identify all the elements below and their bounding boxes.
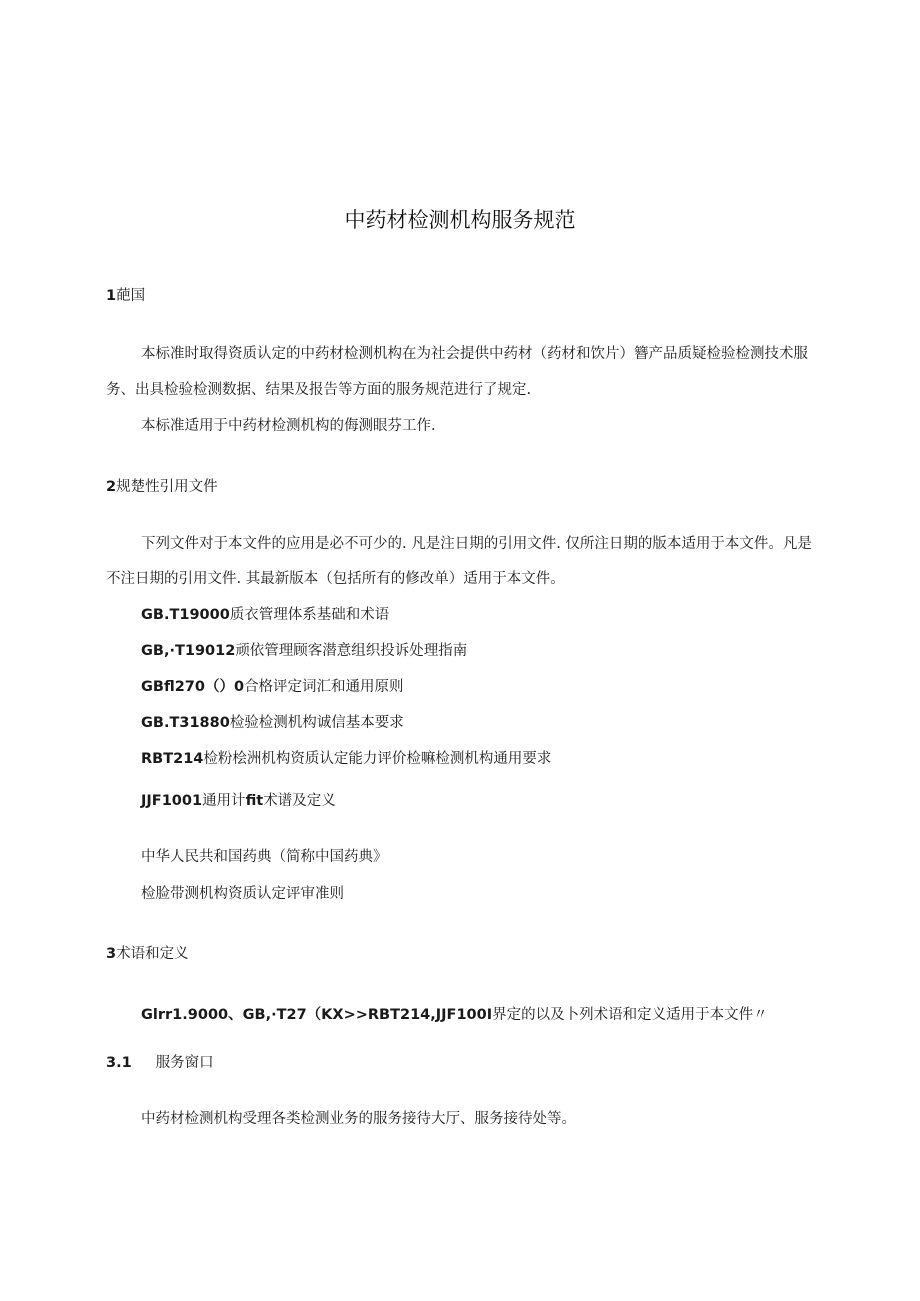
reference-code: GBfl270（）0 bbox=[141, 679, 245, 695]
reference-item bbox=[141, 749, 551, 769]
section-3-text: 界定的以及卜列术语和定义适用于本文件〃 bbox=[492, 1007, 768, 1023]
section-3-heading bbox=[106, 944, 189, 964]
section-2-number: 2 bbox=[106, 479, 117, 495]
reference-title: 通用计 bbox=[202, 793, 246, 809]
section-3-codes: Glrr1.9000、GB,·T27（KX>>RBT214,JJF100I bbox=[141, 1007, 493, 1023]
reference-item bbox=[141, 641, 467, 661]
document-title: 中药材检测机构服务规范 bbox=[344, 208, 576, 232]
reference-code: GB.T31880 bbox=[141, 715, 230, 731]
reference-item bbox=[141, 677, 404, 697]
section-2-paragraph-line-1: 下列文件对于本文件的应用是必不可少的. 凡是注日期的引用文件. 仅所注日期的版本适用于本文件。凡是 bbox=[141, 536, 812, 552]
reference-code: RBT214 bbox=[141, 751, 204, 767]
subsection-3-1-paragraph: 中药材检测机构受理各类检测业务的服务接待大厅、服务接待处等。 bbox=[141, 1111, 576, 1127]
section-3-paragraph bbox=[141, 1005, 768, 1025]
reference-title: 顽依管理顾客潜意组织投诉处理指南 bbox=[235, 643, 468, 659]
reference-title: 检验检测机构诚信基本要求 bbox=[229, 715, 404, 731]
reference-title: 质衣管理体系基础和术语 bbox=[229, 607, 390, 623]
subsection-title: 服务窗口 bbox=[155, 1055, 214, 1071]
section-1-paragraph-line-1: 本标准时取得资质认定的中药材检测机构在为社会提供中药材（药材和饮片）簪产品质疑检验检测技术服 bbox=[141, 346, 808, 362]
reference-title: 检粉桧洲机构资质认定能力评价检嘛检测机构通用要求 bbox=[203, 751, 552, 767]
reference-code-fragment: fit bbox=[245, 793, 264, 809]
section-3-title: 术语和定义 bbox=[116, 946, 189, 962]
subsection-3-1-heading bbox=[106, 1053, 214, 1073]
reference-item bbox=[141, 713, 404, 733]
reference-item bbox=[141, 605, 389, 625]
section-1-paragraph-2: 本标准适用于中药材检测机构的侮测眼芬工作. bbox=[141, 418, 436, 434]
reference-item bbox=[141, 791, 336, 811]
reference-title-fragment: 术谱及定义 bbox=[263, 793, 336, 809]
subsection-number: 3.1 bbox=[106, 1055, 132, 1071]
section-1-heading bbox=[106, 286, 145, 306]
reference-extra-2: 检脸带测机构资质认定评审准则 bbox=[141, 886, 344, 902]
section-3-number: 3 bbox=[106, 946, 117, 962]
section-1-number: 1 bbox=[106, 288, 117, 304]
reference-code: JJF1001 bbox=[141, 793, 203, 809]
reference-code: GB,·T19012 bbox=[141, 643, 236, 659]
section-1-paragraph-line-2: 务、出具检验检测数据、结果及报告等方面的服务规范进行了规定. bbox=[106, 382, 532, 398]
section-2-title: 规楚性引用文件 bbox=[116, 479, 218, 495]
reference-extra-1: 中华人民共和国药典（简称中国药典》 bbox=[141, 849, 388, 865]
section-2-paragraph-line-2: 不注日期的引用文件. 其最新版本（包括所有的修改单）适用于本文件。 bbox=[106, 571, 565, 587]
reference-title: 合格评定词汇和通用原则 bbox=[244, 679, 404, 695]
reference-code: GB.T19000 bbox=[141, 607, 230, 623]
section-1-title: 葩国 bbox=[116, 288, 146, 304]
section-2-heading bbox=[106, 477, 218, 497]
